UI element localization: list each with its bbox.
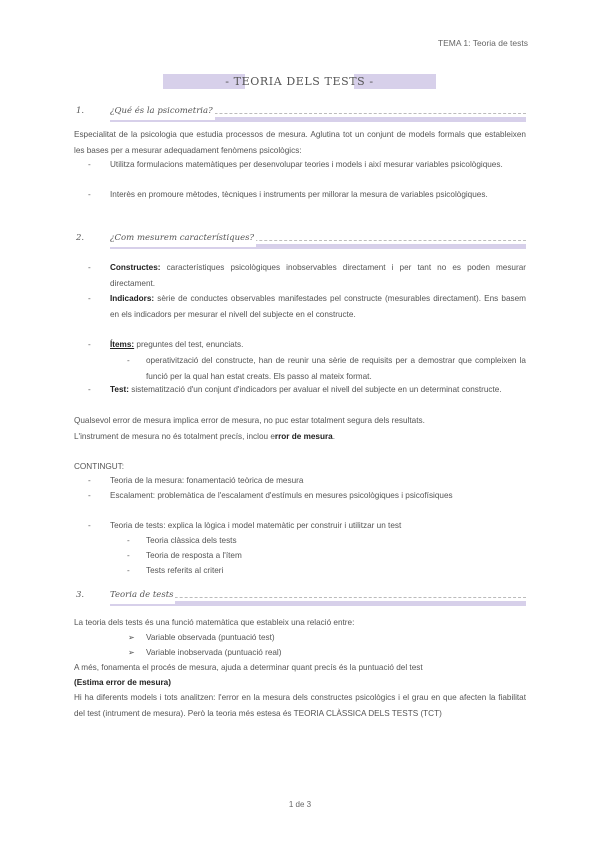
list-item: - Teoria de tests: explica la lògica i model matemàtic per construir i utilitzar un test bbox=[88, 521, 402, 530]
section-1-intro: Especialitat de la psicologia que estudia processos de mesura. Aglutina tot un conjunt de models formals que estableixen les bases per a mesurar adequadament fenòmens psicològics: bbox=[74, 130, 526, 155]
section-number: 3. bbox=[76, 590, 85, 600]
sub-list-item: - Teoria de resposta a l'ítem bbox=[127, 551, 242, 560]
sub-list-item-text: Teoria de resposta a l'ítem bbox=[146, 551, 242, 560]
term-items: Ítems: bbox=[110, 340, 135, 349]
contingut-label: CONTINGUT: bbox=[74, 462, 125, 471]
section-number: 2. bbox=[76, 233, 85, 243]
section-3-heading bbox=[74, 588, 526, 608]
definition-text: preguntes del test, enunciats. bbox=[134, 340, 244, 349]
arrow-list-item bbox=[128, 645, 526, 661]
list-item: - Test: sistematització d'un conjunt d'indicadors per avaluar el nivell del subjecte en un determinat constructe. bbox=[88, 385, 502, 394]
error-paragraph-line-2 bbox=[74, 429, 526, 445]
term-test: Test: bbox=[110, 385, 129, 394]
bold-span: (Estima error de mesura) bbox=[74, 678, 171, 687]
section-title: ¿Qué és la psicometria? bbox=[110, 104, 215, 120]
list-item: - Utilitza formulacions matemàtiques per desenvolupar teories i models i així mesurar variables psicològiques. bbox=[88, 160, 503, 169]
sub-list-item: - operativització del constructe, han de reunir una sèrie de requisits per a demostrar que compleixen la funció per la qual han estat creats. Els passo al mateix format. bbox=[127, 356, 526, 381]
document-title bbox=[163, 73, 436, 90]
arrow-icon: ➢ bbox=[128, 633, 135, 642]
section-3-intro: La teoria dels tests és una funció matemàtica que estableix una relació entre: bbox=[74, 618, 355, 627]
list-item-text: Teoria de la mesura: fonamentació teòrica de mesura bbox=[110, 476, 304, 485]
list-item: - Constructes: característiques psicològiques inobservables directament i per tant no es poden mesurar directament. bbox=[88, 263, 526, 288]
sub-list-item: - Tests referits al criteri bbox=[127, 566, 224, 575]
list-item: - Interès en promoure mètodes, tècniques i instruments per millorar la mesura de variables psicològiques. bbox=[88, 190, 488, 199]
arrow-list-item bbox=[128, 630, 526, 646]
list-item-text: Utilitza formulacions matemàtiques per desenvolupar teories i models i així mesurar variables psicològiques. bbox=[110, 160, 503, 169]
definition-text: sistematització d'un conjunt d'indicadors per avaluar el nivell del subjecte en un determinat constructe. bbox=[128, 385, 502, 394]
arrow-icon: ➢ bbox=[128, 648, 135, 657]
section-3-paragraph-1-bold bbox=[74, 675, 526, 691]
list-item: - Teoria de la mesura: fonamentació teòrica de mesura bbox=[88, 476, 304, 485]
error-paragraph-line-1: Qualsevol error de mesura implica error de mesura, no puc estar totalment segura dels resultats. bbox=[74, 416, 425, 425]
list-item: - Indicadors: sèrie de conductes observables manifestades pel constructe (mesurables directament). Ens basem en els indicadors per mesurar el nivell del subjecte en el constructe. bbox=[88, 294, 526, 319]
definition-text: sèrie de conductes observables manifestades pel constructe (mesurables directament). Ens basem en els indicadors per mesurar el nivell del subjecte en el constructe. bbox=[110, 294, 526, 319]
section-number: 1. bbox=[76, 106, 85, 116]
section-3-paragraph-1: A més, fonamenta el procés de mesura, ajuda a determinar quant precís és la puntuació del test bbox=[74, 663, 423, 672]
term-indicadors: Indicadors: bbox=[110, 294, 155, 303]
header-tema: TEMA 1: Teoria de tests bbox=[437, 38, 528, 48]
section-3-paragraph-2: Hi ha diferents models i tots analitzen: l'error en la mesura dels constructes psicològics i el grau en que afecten la fiabilitat del test (intrument de mesura). Però la teoria més estesa és TEORIA CLÀSSICA DELS TESTS (TCT) bbox=[74, 693, 526, 718]
section-2-heading bbox=[74, 231, 526, 251]
bold-span: rror de mesura bbox=[274, 432, 333, 441]
sub-list-item: - Teoria clàssica dels tests bbox=[127, 536, 237, 545]
definition-text: característiques psicològiques inobservables directament i per tant no es poden mesurar directament. bbox=[110, 263, 526, 288]
sub-list-item-text: Tests referits al criteri bbox=[146, 566, 224, 575]
title-text: - TEORIA DELS TESTS - bbox=[225, 75, 374, 88]
list-item-text: Interès en promoure mètodes, tècniques i instruments per millorar la mesura de variables psicològiques. bbox=[110, 190, 488, 199]
sub-list-item-text: operativització del constructe, han de reunir una sèrie de requisits per a demostrar que compleixen la funció per la qual han estat creats. Els passo al mateix format. bbox=[146, 356, 526, 381]
list-item: - Ítems: preguntes del test, enunciats. bbox=[88, 340, 244, 349]
text-span: . bbox=[332, 432, 335, 441]
arrow-item-text: Variable inobservada (puntuació real) bbox=[146, 648, 282, 657]
sub-list-item-text: Teoria clàssica dels tests bbox=[146, 536, 237, 545]
page-number: 1 de 3 bbox=[288, 800, 312, 809]
section-1-heading bbox=[74, 104, 526, 124]
section-title: ¿Com mesurem característiques? bbox=[110, 231, 256, 247]
list-item-text: Escalament: problemàtica de l'escalament d'estímuls en mesures psicològiques i psicofísiques bbox=[110, 491, 453, 500]
section-title: Teoria de tests bbox=[110, 588, 175, 604]
arrow-item-text: Variable observada (puntuació test) bbox=[146, 633, 275, 642]
list-item-text: Teoria de tests: explica la lògica i model matemàtic per construir i utilitzar un test bbox=[110, 521, 402, 530]
term-constructes: Constructes: bbox=[110, 263, 161, 272]
list-item: - Escalament: problemàtica de l'escalament d'estímuls en mesures psicològiques i psicofísiques bbox=[88, 491, 453, 500]
text-span: L'instrument de mesura no és totalment precís, inclou e bbox=[74, 432, 275, 441]
